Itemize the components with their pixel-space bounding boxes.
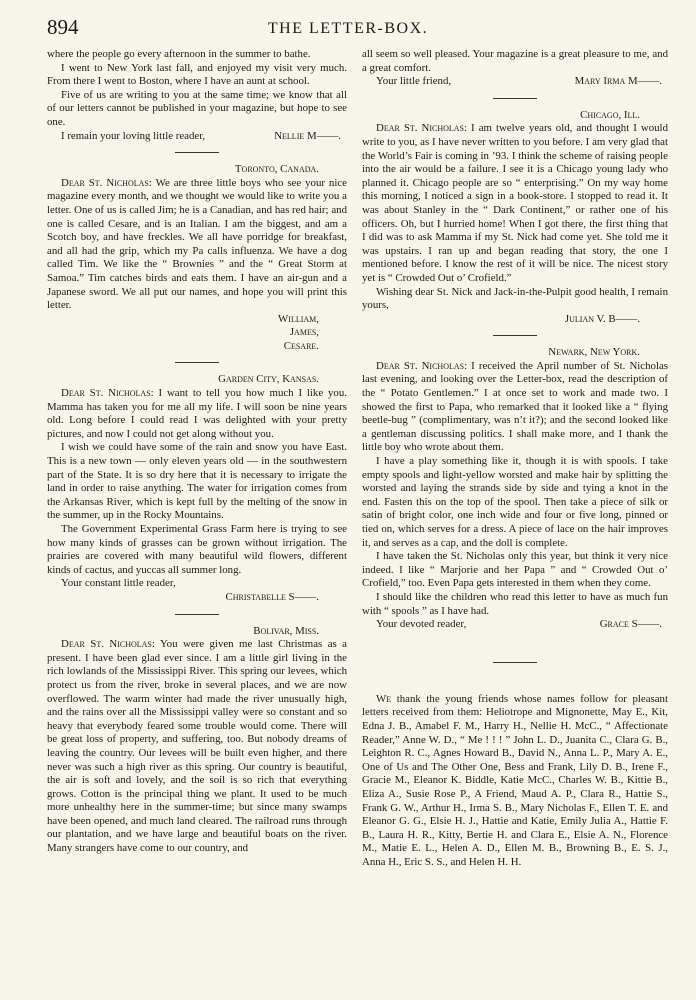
paragraph-text: thank the young friends whose names follow for pleasant letters received from them: Heliotrope and Mignonette, May E., Kit, Edna J. B., Amabel F. M., Harry H., Nellie H. McC., “ Affectionate Reader,” Anne W. D., “ Me ! ! ! ” John L. D., Juanita C., Clara G. B., Leighton R. C., Agnes Howard B., David N., Anna L. P., Mary A. E., One of Us and The Other One, Bess and Frank, Lily D. B., Irene F., Gracie M., Eleanor K. Biddle, Katie McC., Charles W. B., Kittie B., Eliza A., Susie Rose P., A Friend, Maud A. P., Clara R., Hattie S., Frank G. W., Arthur H., Irma S. B., Mary Nicholas F., Ellen T. E. and Eleanor G. G., Elsie H. J., Hattie and Katie, Emily Julia A., Hattie F. B., Laura H. R., Kitty, Bertie H. and Clara E., Elsie A. N., Florence M., Matie E. L., Helen A. D., Ellen M. B., Browning B., E. S. J., Anna H., Eric S. S., and Helen H. H. (362, 692, 668, 868)
paragraph-text: Five of us are writing to you at the same time; we know that all of our letters cannot be published in your magazine, but hope to see one. (47, 88, 347, 128)
letter-paragraph (47, 441, 347, 523)
signature-name: Mary Irma M——. (574, 75, 662, 88)
paragraph-text: I have taken the St. Nicholas only this year, but think it very nice indeed. I like “ Marjorie and her Papa ” and “ Crowded Out o’ Crofield,” too. Even Papa gets interested in them when they come. (362, 550, 668, 590)
letter-paragraph (362, 550, 668, 591)
salutation: We (376, 692, 392, 705)
closing: Your little friend, (376, 75, 452, 88)
signature-name: Julian V. B——. (564, 312, 640, 325)
signature-name: Cesare. (283, 339, 319, 352)
letter-paragraph (47, 48, 347, 62)
section-divider (175, 614, 219, 615)
signature-line (47, 130, 347, 144)
salutation: Dear St. Nicholas: (61, 638, 155, 651)
paragraph-text: The Government Experimental Grass Farm here is trying to see how many kinds of grasses can be grown without irrigation. The prairies are covered with many beautiful wild flowers, different kinds of cactus, and yuccas all summer long. (47, 523, 347, 576)
signature-name: Nellie M——. (274, 129, 341, 142)
section-divider (175, 362, 219, 363)
running-title: THE LETTER-BOX. (267, 20, 429, 37)
right-column (362, 48, 668, 869)
letter-paragraph (47, 523, 347, 577)
page-number: 894 (47, 15, 79, 39)
letter-paragraph (362, 693, 668, 870)
paragraph-text: Wishing dear St. Nick and Jack-in-the-Pulpit good health, I remain yours, (362, 285, 668, 312)
signature-name: Christabelle S——. (225, 590, 319, 603)
letter-paragraph (47, 577, 347, 591)
paragraph-text: I wish we could have some of the rain and snow you have East. This is a new town — only eleven years old — in the southwestern part of the State. It is so dry here that it is necessary to irrigate the land in order to raise anything. The water for irrigation comes from the Arkansas River, which is kept full by the melting of the snow in the summer, up in the Rocky Mountains. (47, 441, 347, 522)
salutation: Dear St. Nicholas: (376, 122, 468, 135)
dateline-location: Toronto, Canada. (234, 163, 319, 176)
letter-paragraph (47, 177, 347, 313)
section-divider (493, 98, 537, 99)
signature-line (362, 618, 668, 632)
letter-paragraph (362, 455, 668, 550)
letter-paragraph (47, 387, 347, 441)
signature-line (362, 75, 668, 89)
letter-paragraph (362, 360, 668, 455)
letter-paragraph (47, 62, 347, 89)
paragraph-text: all seem so well pleased. Your magazine is a great pleasure to me, and a great comfort. (362, 48, 668, 74)
signature-name: William, (278, 312, 319, 325)
dateline-location: Newark, New York. (548, 346, 640, 359)
salutation: Dear St. Nicholas: (376, 359, 468, 372)
letter-paragraph (47, 638, 347, 856)
letter-paragraph (362, 591, 668, 618)
salutation: Dear St. Nicholas: (61, 387, 154, 400)
paragraph-text: Your constant little reader, (61, 577, 176, 590)
section-divider (493, 335, 537, 336)
dateline-location: Bolivar, Miss. (253, 624, 319, 637)
paragraph-text: I should like the children who read this letter to have as much fun with “ spools ” as I have had. (362, 590, 668, 617)
paragraph-text: where the people go every afternoon in the summer to bathe. (47, 48, 311, 60)
paragraph-text: I went to New York last fall, and enjoyed my visit very much. From there I went to Boston, where I have an aunt at school. (47, 61, 347, 88)
closing: Your devoted reader, (376, 618, 467, 631)
paragraph-text: I have a play something like it, though it is with spools. I take empty spools and light-yellow worsted and make hair by splitting the worsted and laying the strands side by side and tying a knot in the end. Fasten this on the top of the spool. Then take a piece of silk or satin of bright color, one inch wide and four or five long, pinned or tied on, which serves for a dress. A piece of lace on the hair improves it, and serves as a cap, and the doll is complete. (362, 455, 668, 549)
closing: I remain your loving little reader, (61, 129, 206, 142)
paragraph-text: I am twelve years old, and thought I would write to you, as I have never written to you before. I am very glad that the World’s Fair is coming in ’93. I think the scheme of raising people into the air would be a failure. I see it is a Chicago young lady who planned it. Chicago people are so “ enterprising.” On my way home this morning, I noticed a sign in a book-store. I stopped to read it. It was about Stanley in the “ Dark Continent,” or rather one of his officers. Oh, but I hurried home! When I got there, the first thing that I did was to ask Mamma if my St. Nick had come yet. She told me it was upstairs. I ran up and began reading that story, the one I mentioned before. I know the rest of it will be nice. The nicest story yet is “ Crowded Out o’ Crofield.” (362, 122, 668, 284)
dateline-location: Chicago, Ill. (580, 108, 640, 121)
paragraph-text: I received the April number of St. Nicholas last evening, and looking over the Letter-box, read the description of the “ Potato Gentlemen.” I at once set to work and made two. I showed the first to Papa, who remarked that it looked like a “ flying beetle-bug ” (complimentary, was n’t it?); and the second looked like a gentleman discussing politics. I shall make more, and I thank the little boy who wrote about them. (362, 359, 668, 454)
salutation: Dear St. Nicholas: (61, 176, 152, 189)
paragraph-text: I want to tell you how much I like you. Mamma has taken you for me all my life. I will soon be nine years old. Long before I could read I was delighted with your pretty pictures, and now I could not get along without you. (47, 387, 347, 440)
letter-paragraph (47, 89, 347, 130)
letter-paragraph (362, 122, 668, 285)
section-divider (493, 662, 537, 663)
letter-paragraph (362, 48, 668, 75)
signature-name: James, (289, 326, 319, 339)
paragraph-text: We are three little boys who see your nice magazine every month, and we thought we would like to write you a letter. One of us is called Jim; he is a Canadian, and has red hair; and one is called Cesare, and is an Italian. I am the biggest, and am a Scotch boy, and have freckles. We all have porridge for breakfast, and all had the grip, which my Pa calls influenza. We have a dog called Tim. We like the “ Brownies ” and the “ Great Storm at Samoa.” Tim catches birds and eats them. I have an air-gun and a Japanese sword. We all put our names, and hope you will print this letter. (47, 176, 347, 312)
signature-name: Grace S——. (599, 618, 662, 631)
letter-paragraph (362, 286, 668, 313)
dateline-location: Garden City, Kansas. (218, 373, 319, 386)
left-column (47, 48, 347, 856)
paragraph-text: You were given me last Christmas as a present. I have been glad ever since. I am a little girl living in the rich lowlands of the Mississippi River. This spring our levees, which protect us from the river, broke in several places, and we are now overflowed. The warm winter had made the river unusually high, and the rains over all the Mississippi valley were so constant and so heavy that everybody feared some trouble would come. There will be great loss of property, and suffering, too. But nobody dreams of leaving the country. Our levees will be built even higher, and there never was such a high river as this spring. Our country is beautiful, the air is soft and lovely, and the soil is so rich that everything grows. Cotton is the principal thing we plant. It used to be much more unhealthy here in the summer-time; but since many swamps have been opened, and much land cleared. The railroad runs through our plantation, and we have large and beautiful boats on the river. Many strangers have come to our country, and (47, 638, 347, 855)
section-divider (175, 152, 219, 153)
